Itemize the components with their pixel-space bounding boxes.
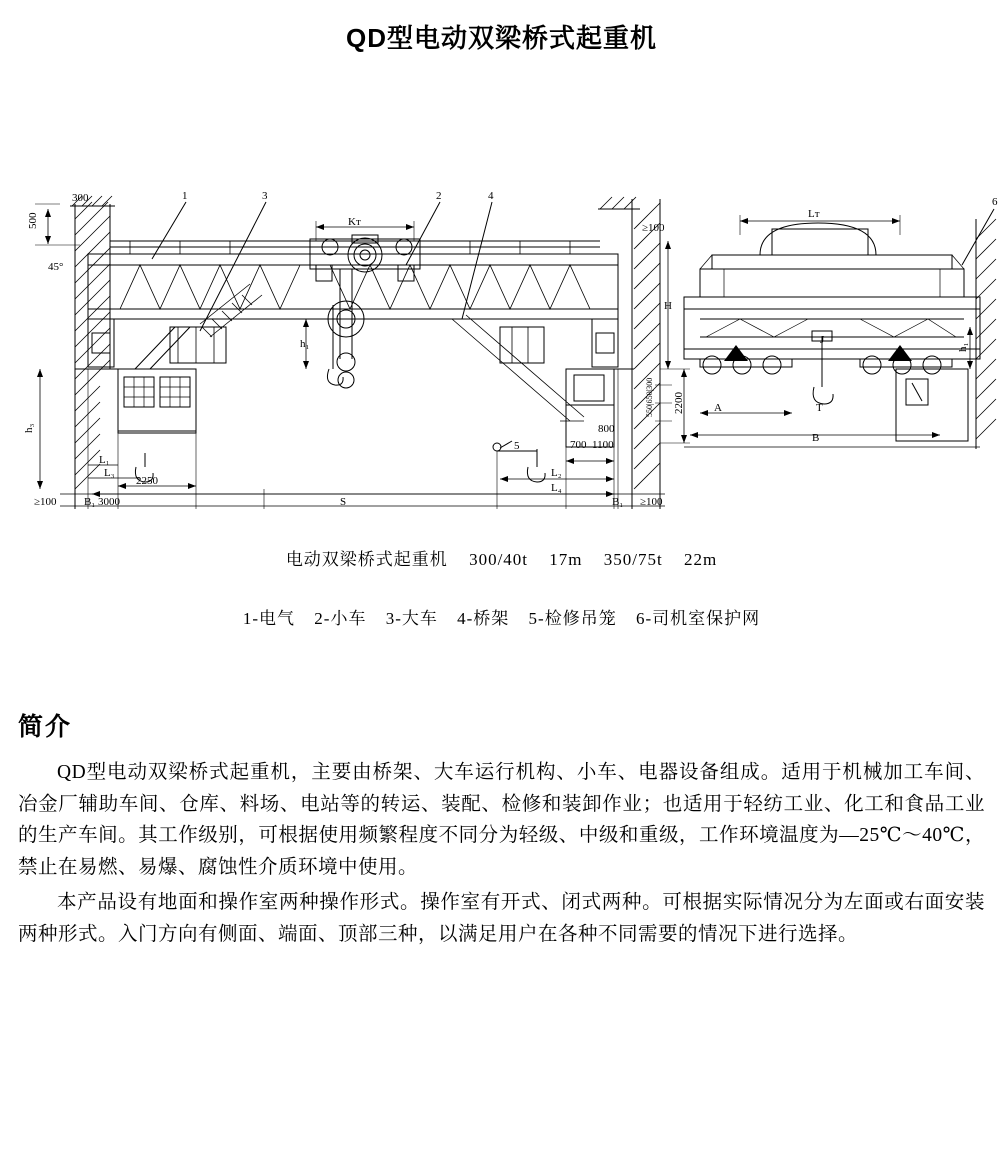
dim-h1-right: h₁: [957, 342, 969, 352]
legend-item-6: 6-司机室保护网: [635, 609, 761, 628]
intro-paragraph-1: QD型电动双梁桥式起重机，主要由桥架、大车运行机构、小车、电器设备组成。适用于机械加工车间、冶金厂辅助车间、仓库、料场、电站等的转运、装配、检修和装卸作业；也适用于轻纺工业、化工和食品工业的生产车间。其工作级别，可根据使用频繁程度不同分为轻级、中级和重级，工作环境温度为—25℃～40℃，禁止在易燃、易爆、腐蚀性介质环境中使用。: [18, 762, 985, 878]
legend-item-4: 4-桥架: [457, 609, 510, 628]
legend-item-2: 2-小车: [314, 609, 367, 628]
spec-1: 300/40t: [469, 550, 529, 569]
angle-45: 45°: [48, 261, 64, 273]
dim-500: 500: [27, 212, 39, 229]
dim-700: 700: [570, 439, 587, 451]
spec-name: 电动双梁桥式起重机: [285, 550, 448, 569]
spec-1-span: 17m: [549, 550, 583, 569]
dim-ge100-top: ≥100: [642, 222, 665, 234]
dim-A: A: [714, 402, 722, 414]
dim-B1-right: B₁: [612, 496, 624, 508]
dim-h1: h₁: [300, 338, 310, 350]
dim-L4: L₄: [551, 482, 562, 494]
crane-drawing-svg: [0, 69, 1003, 508]
dim-L1: L₁: [99, 454, 110, 466]
dim-2200: 2200: [673, 392, 685, 414]
intro-paragraph-2: 本产品设有地面和操作室两种操作形式。操作室有开式、闭式两种。可根据实际情况分为左面或右面安装两种形式。入门方向有侧面、端面、顶部三种，以满足用户在各种不同需要的情况下进行选择。: [18, 892, 985, 945]
spec-2: 350/75t: [603, 550, 663, 569]
dim-S: S: [340, 496, 347, 508]
page-root: [0, 18, 1003, 1163]
dim-L2: L₂: [551, 467, 562, 479]
callout-2: 2: [436, 190, 442, 202]
dim-T: T: [816, 402, 823, 414]
spec-2-span: 22m: [683, 550, 718, 569]
dim-h3: h₃: [23, 423, 35, 433]
callout-1: 1: [182, 190, 188, 202]
callout-4: 4: [488, 190, 494, 202]
dim-800: 800: [598, 423, 615, 435]
dim-2250: 2250: [136, 475, 158, 487]
callout-6: 6: [992, 196, 998, 208]
intro-heading: 简介: [18, 714, 73, 741]
dim-3000: 3000: [98, 496, 120, 508]
legend-item-5: 5-检修吊笼: [528, 609, 617, 628]
caption-spec: [0, 545, 1003, 570]
dim-B: B: [812, 432, 820, 444]
legend-item-1: 1-电气: [242, 609, 296, 628]
dim-ge100-right: ≥100: [640, 496, 663, 508]
dim-300: 300: [72, 192, 89, 204]
dim-Lt: Lт: [808, 208, 820, 220]
dim-ge100-left: ≥100: [34, 496, 57, 508]
dim-1100: 1100: [592, 439, 614, 451]
dim-550-650-300: 550|650|300: [645, 377, 654, 417]
dim-H: H: [664, 300, 672, 312]
dim-J: J: [820, 334, 825, 346]
caption-legend: [0, 604, 1003, 629]
callout-5: 5: [514, 440, 520, 452]
intro-section: [18, 707, 985, 950]
dim-B1-left: B₁: [84, 496, 96, 508]
technical-drawing: [0, 69, 1003, 508]
legend-item-3: 3-大车: [385, 609, 438, 628]
dim-Kt: Kт: [348, 216, 361, 228]
callout-3: 3: [262, 190, 268, 202]
page-title: QD型电动双梁桥式起重机: [345, 23, 657, 53]
dim-L3: L₃: [104, 467, 115, 479]
